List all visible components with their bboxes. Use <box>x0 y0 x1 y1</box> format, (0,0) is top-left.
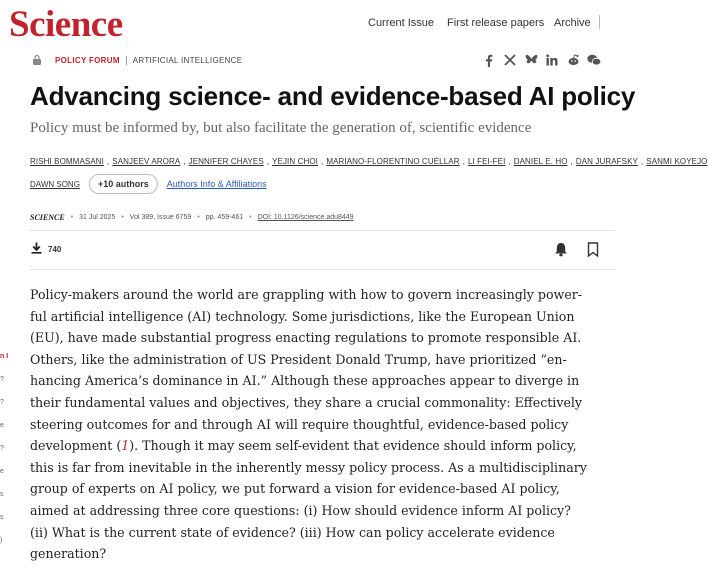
edge-fragment: ? <box>0 376 4 383</box>
reference-link[interactable]: 1 <box>121 438 130 454</box>
nav-current-issue[interactable]: Current Issue <box>368 17 435 29</box>
publication-date: 31 Jul 2025 <box>79 214 116 221</box>
citation-line <box>30 213 354 222</box>
divider <box>126 56 127 65</box>
body-line: Others, like the administration of US President Donald Trump, have prioritized “en- <box>30 351 567 367</box>
edge-fragment: e <box>0 422 4 429</box>
bluesky-icon[interactable] <box>524 53 538 67</box>
body-line: group of experts on AI policy, we put forward a vision for evidence-based AI policy, <box>30 481 560 497</box>
author-link[interactable]: JENNIFER CHAYES <box>188 157 264 166</box>
author-link[interactable]: YEJIN CHOI <box>272 157 318 166</box>
linkedin-icon[interactable] <box>545 53 559 67</box>
more-authors-button[interactable]: +10 authors <box>89 174 158 194</box>
body-line: steering outcomes for and through AI will require thoughtful, evidence-based policy <box>30 416 569 432</box>
facebook-icon[interactable] <box>482 53 496 67</box>
body-line: aimed at addressing three core questions: (i) How should evidence inform AI policy? <box>30 502 571 518</box>
edge-fragment: s <box>0 491 4 498</box>
topic-label[interactable]: ARTIFICIAL INTELLIGENCE <box>132 55 243 65</box>
body-line: hancing America’s dominance in AI.” Although these approaches appear to diverge in <box>30 373 580 389</box>
author-link[interactable]: DAN JURAFSKY <box>575 157 638 166</box>
article-section-row <box>31 53 242 67</box>
dot-separator: • <box>70 214 74 221</box>
reddit-icon[interactable] <box>566 53 580 67</box>
edge-fragment: ) <box>0 537 3 544</box>
dot-separator: • <box>121 214 124 221</box>
body-line: generation? <box>30 546 107 562</box>
lock-icon <box>31 54 43 66</box>
bookmark-icon[interactable] <box>587 242 599 262</box>
body-text-fragment: development ( <box>30 438 122 454</box>
edge-fragment: s <box>0 514 4 521</box>
doi-link[interactable]: DOI: 10.1126/science.adu8449 <box>257 214 354 221</box>
nav-archive[interactable]: Archive <box>554 17 591 29</box>
page-range: pp. 459-461 <box>205 214 244 221</box>
edge-fragment: ? <box>0 399 4 406</box>
bell-icon[interactable] <box>554 242 568 262</box>
metrics-row <box>31 242 61 256</box>
divider <box>30 269 615 270</box>
authors-list: RISHI BOMMASANI , SANJEEV ARORA , JENNIFER CHAYES , YEJIN CHOI , MARIANO-FLORENTINO CUÉLLAR , LI FEI-FEI , DANIEL E. HO , DAN JURAFSKY , SANMI KOYEJO <box>30 157 708 166</box>
edge-fragment: ? <box>0 445 4 452</box>
authors-affiliations-link[interactable]: Authors Info & Affiliations <box>166 179 267 189</box>
author-link[interactable]: RISHI BOMMASANI <box>30 157 104 166</box>
author-link[interactable]: SANMI KOYEJO <box>646 157 708 166</box>
nav-divider <box>599 15 629 29</box>
share-bar <box>482 53 601 67</box>
body-line: this is far from inevitable in the inherently messy policy process. As a multidisciplinary <box>30 459 587 475</box>
download-icon[interactable] <box>31 242 42 256</box>
body-text-fragment: ). Though it may seem self-evident that evidence should inform policy, <box>129 438 577 454</box>
dot-separator: • <box>197 214 200 221</box>
volume-issue[interactable]: Vol 389, Issue 6759 <box>129 214 192 221</box>
wechat-icon[interactable] <box>587 53 601 67</box>
dot-separator: • <box>249 214 252 221</box>
divider <box>30 230 615 231</box>
author-link[interactable]: LI FEI-FEI <box>467 157 506 166</box>
edge-fragment: n I <box>0 353 9 360</box>
article-subtitle: Policy must be informed by, but also facilitate the generation of, scientific evidence <box>30 120 532 136</box>
body-line: (ii) What is the current state of evidence? (iii) How can policy accelerate evidence <box>30 524 555 540</box>
author-link[interactable]: DANIEL E. HO <box>513 157 568 166</box>
article-body <box>30 284 610 565</box>
author-link[interactable]: DAWN SONG <box>30 179 80 189</box>
body-line: (EU), have made substantial progress enacting regulations to promote responsible AI. <box>30 330 582 346</box>
author-link[interactable]: MARIANO-FLORENTINO CUÉLLAR <box>326 157 460 166</box>
body-line: ful artificial intelligence (AI) technology. Some jurisdictions, like the European Union <box>30 308 575 324</box>
left-edge-partial-text <box>0 345 9 552</box>
author-link[interactable]: SANJEEV ARORA <box>112 157 181 166</box>
article-title: Advancing science- and evidence-based AI policy <box>30 81 636 111</box>
x-icon[interactable] <box>503 53 517 67</box>
authors-row-2 <box>30 174 267 194</box>
body-line <box>30 435 610 457</box>
body-line: Policy-makers around the world are grappling with how to govern increasingly power- <box>30 287 583 302</box>
science-logo[interactable]: Science <box>9 4 123 45</box>
download-count: 740 <box>48 244 62 254</box>
journal-name[interactable]: SCIENCE <box>30 213 65 222</box>
body-line: their fundamental values and objectives, they share a crucial commonality: Effectively <box>30 394 583 410</box>
section-label[interactable]: POLICY FORUM <box>55 55 120 65</box>
edge-fragment: e <box>0 468 4 475</box>
nav-first-release-papers[interactable]: First release papers <box>447 17 545 29</box>
